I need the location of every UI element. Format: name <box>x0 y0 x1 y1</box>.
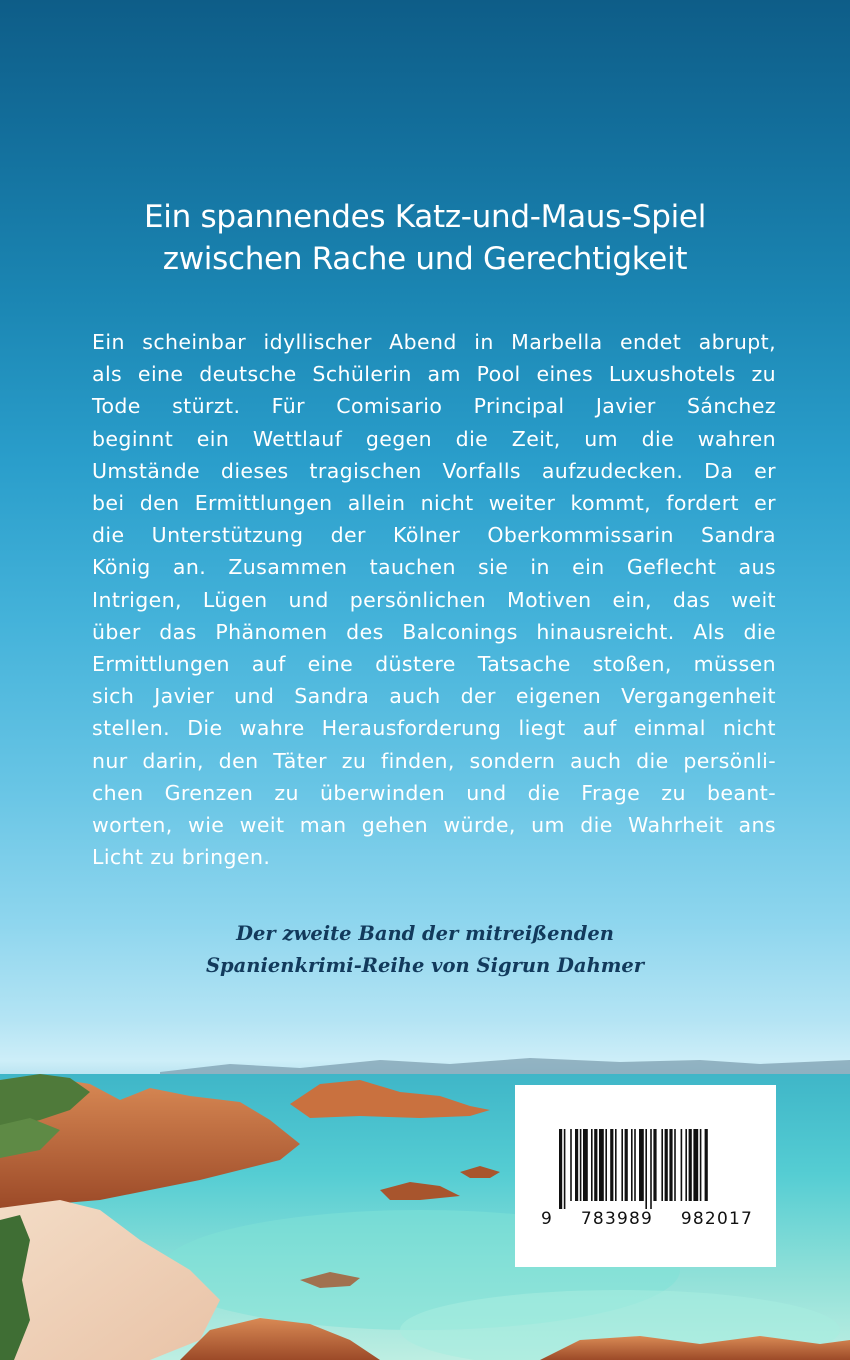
tagline-line-2: Spanienkrimi-Reihe von Sigrun Dahmer <box>205 954 645 977</box>
barcode-bar <box>559 1129 562 1209</box>
barcode-bar <box>605 1129 607 1201</box>
blurb-line: Tode stürzt. Für Comisario Principal Javier Sánchez <box>92 394 776 419</box>
barcode-bar <box>689 1129 692 1201</box>
blurb-line: bei den Ermittlungen allein nicht weiter kommt, fordert er <box>92 491 776 516</box>
barcode-bar <box>705 1129 708 1201</box>
isbn-barcode <box>515 1085 776 1267</box>
blurb-line: stellen. Die wahre Herausforderung liegt auf einmal nicht <box>92 716 776 741</box>
barcode-bar <box>700 1129 702 1201</box>
blurb-line: nur darin, den Täter zu finden, sondern auch die persönli- <box>92 748 776 773</box>
blurb-line: Ermittlungen auf eine düstere Tatsache stoßen, müssen <box>92 652 776 677</box>
isbn-group-2: 982017 <box>680 1209 753 1229</box>
barcode-bar <box>564 1129 566 1209</box>
barcode-bar <box>610 1129 613 1201</box>
barcode-bar <box>693 1129 698 1201</box>
barcode-bar <box>669 1129 672 1201</box>
blurb-text <box>92 326 776 873</box>
blurb-line: König an. Zusammen tauchen sie in ein Geflecht aus <box>92 555 776 580</box>
blurb-line: Umstände dieses tragischen Vorfalls aufzudecken. Da er <box>92 458 776 483</box>
barcode-bar <box>631 1129 633 1201</box>
blurb-line: die Unterstützung der Kölner Oberkommissarin Sandra <box>92 523 776 548</box>
barcode-bar <box>665 1129 668 1201</box>
barcode-bar <box>591 1129 593 1201</box>
isbn-digits <box>541 1209 753 1229</box>
headline-line-1: Ein spannendes Katz-und-Maus-Spiel <box>143 199 707 235</box>
barcode-bar <box>615 1129 617 1201</box>
barcode-bar <box>570 1129 572 1201</box>
barcode-bar <box>674 1129 676 1201</box>
tagline-line-1: Der zweite Band der mitreißenden <box>236 922 614 945</box>
barcode-bars <box>515 1085 776 1267</box>
blurb-line: sich Javier und Sandra auch der eigenen Vergangenheit <box>92 684 776 709</box>
blurb-line: Ein scheinbar idyllischer Abend in Marbella endet abrupt, <box>92 330 776 354</box>
blurb-line: beginnt ein Wettlauf gegen die Zeit, um die wahren <box>92 426 776 451</box>
barcode-bar <box>639 1129 644 1201</box>
series-tagline <box>0 918 850 982</box>
barcode-bar <box>580 1129 582 1201</box>
barcode-bar <box>653 1129 656 1201</box>
headline <box>0 196 850 280</box>
barcode-bar <box>650 1129 652 1209</box>
isbn-group-1: 783989 <box>580 1209 654 1229</box>
blurb-line: worten, wie weit man gehen würde, um die Wahrheit ans <box>92 813 776 838</box>
barcode-bar <box>661 1129 663 1201</box>
blurb-line: Licht zu bringen. <box>92 845 271 870</box>
blurb-line: chen Grenzen zu überwinden und die Frage zu beant- <box>92 780 776 805</box>
isbn-prefix: 9 <box>541 1209 554 1229</box>
barcode-bar <box>621 1129 623 1201</box>
barcode-bar <box>575 1129 578 1201</box>
blurb-line: als eine deutsche Schülerin am Pool eines Luxushotels zu <box>92 362 776 387</box>
barcode-bar <box>634 1129 636 1201</box>
barcode-bar <box>599 1129 604 1201</box>
barcode-bar <box>681 1129 683 1201</box>
barcode-bar <box>625 1129 628 1201</box>
blurb-line: über das Phänomen des Balconings hinausreicht. Als die <box>92 619 776 644</box>
headline-line-2: zwischen Rache und Gerechtigkeit <box>162 241 688 277</box>
blurb-line: Intrigen, Lügen und persönlichen Motiven ein, das weit <box>92 587 776 612</box>
barcode-bar <box>594 1129 597 1201</box>
barcode-bar <box>583 1129 588 1201</box>
barcode-bar <box>645 1129 647 1209</box>
barcode-bar <box>685 1129 687 1201</box>
